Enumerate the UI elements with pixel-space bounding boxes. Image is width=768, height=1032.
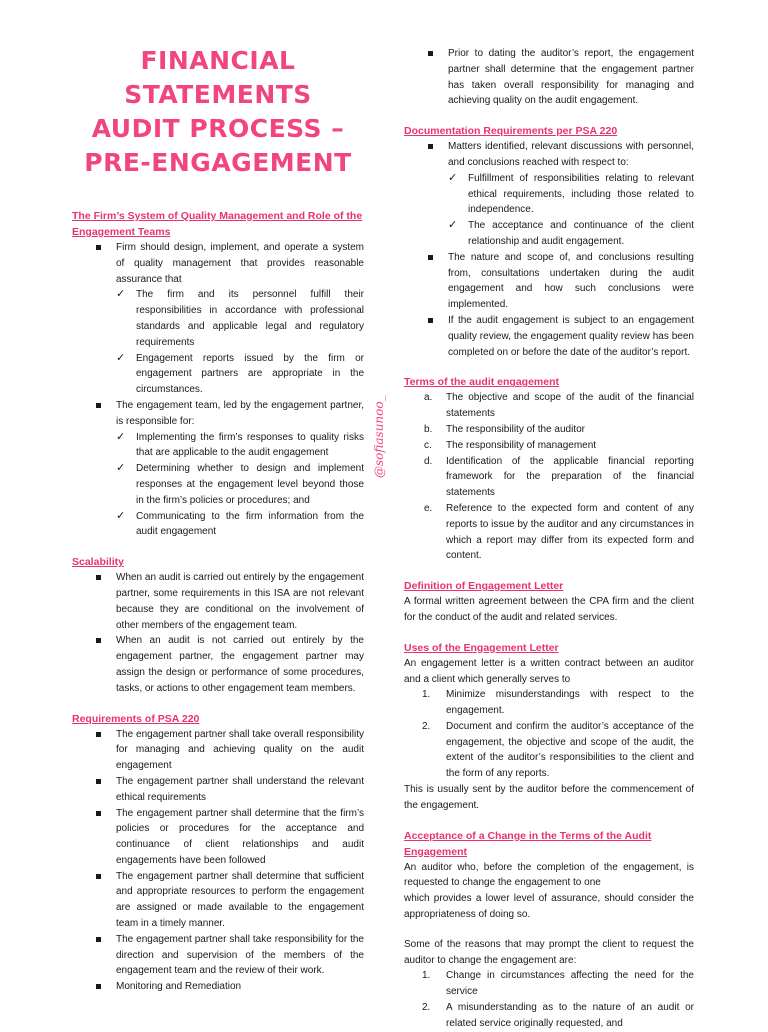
quality-management-list: [72, 240, 364, 540]
square-bullet-icon: [428, 318, 433, 323]
list-item: ✓ Engagement reports issued by the firm or engagement partners are appropriate in the circumstances.: [116, 351, 364, 396]
heading-terms-of-engagement: Terms of the audit engagement: [404, 376, 559, 389]
list-item: The engagement team, led by the engagement partner, is responsible for: ✓ Implementing the firm’s responses to quality risks that are applicable to the audit engagement ✓ Determining whether to design and implement responses at the engagement level beyond those in the firm’s policies or procedures; and ✓ Communicating to the firm information from the audit engagement: [72, 398, 364, 540]
title-line-2: AUDIT PROCESS –: [91, 114, 345, 143]
acceptance-text-1: An auditor who, before the completion of the engagement, is requested to change the engagement to one: [404, 861, 694, 889]
square-bullet-icon: [428, 51, 433, 56]
list-item: Matters identified, relevant discussions with personnel, and conclusions reached with respect to: ✓ Fulfillment of responsibilities relating to relevant ethical requirements, including those related to independence. ✓ The acceptance and continuance of the client relationship and audit engagement.: [404, 139, 694, 250]
list-item: c. The responsibility of management: [424, 439, 597, 451]
list-item: ✓ The acceptance and continuance of the client relationship and audit engagement.: [448, 219, 694, 247]
heading-quality-management: The Firm’s System of Quality Management and Role of the Engagement Teams: [72, 210, 363, 238]
list-item: The nature and scope of, and conclusions resulting from, consultations undertaken during the audit engagement and how such conclusions were implemented.: [404, 250, 694, 313]
square-bullet-icon: [96, 403, 101, 408]
square-bullet-icon: [428, 255, 433, 260]
list-item: 2. A misunderstanding as to the nature of an audit or related service originally requested, and: [422, 1002, 694, 1029]
list-item: 1. Change in circumstances affecting the need for the service: [422, 970, 694, 998]
checkmark-icon: ✓: [448, 171, 458, 184]
square-bullet-icon: [96, 984, 101, 989]
list-item: When an audit is carried out entirely by the engagement partner, some requirements in this ISA are not relevant because they are conditional on the involvement of other members of the engagement team.: [72, 570, 364, 633]
list-item: ✓ Determining whether to design and implement responses at the engagement level beyond those in the firm’s policies or procedures; and: [116, 462, 364, 506]
square-bullet-icon: [96, 874, 101, 879]
list-item: The engagement partner shall take responsibility for the direction and supervision of the members of the engagement team and the review of their work.: [72, 932, 364, 979]
reasons-list: [404, 968, 694, 1031]
uses-list: [404, 687, 694, 782]
heading-requirements-psa-220: Requirements of PSA 220: [72, 712, 200, 725]
heading-acceptance-of-change: Acceptance of a Change in the Terms of the Audit Engagement: [404, 829, 652, 858]
list-item: ✓ Fulfillment of responsibilities relating to relevant ethical requirements, including those related to independence.: [448, 171, 694, 216]
check-list: [114, 430, 364, 541]
right-column: [404, 0, 694, 1032]
square-bullet-icon: [96, 638, 101, 643]
list-item: The engagement partner shall take overall responsibility for managing and achieving quality on the audit engagement: [72, 727, 364, 774]
square-bullet-icon: [96, 937, 101, 942]
square-bullet-icon: [96, 779, 101, 784]
checkmark-icon: ✓: [116, 288, 126, 301]
square-bullet-icon: [96, 732, 101, 737]
definition-text: A formal written agreement between the CPA firm and the client for the conduct of the audit and related services.: [404, 596, 694, 623]
list-item: 1. Minimize misunderstandings with respect to the engagement.: [422, 689, 694, 717]
requirements-list: [72, 727, 364, 996]
square-bullet-icon: [96, 575, 101, 580]
list-item: The engagement partner shall determine that sufficient and appropriate resources to perform the engagement are assigned or made available to the engagement team in a timely manner.: [72, 869, 364, 932]
list-item: Monitoring and Remediation: [72, 979, 364, 995]
list-item: a. The objective and scope of the audit of the financial statements: [424, 392, 694, 420]
square-bullet-icon: [96, 811, 101, 816]
uses-intro-text: An engagement letter is a written contract between an auditor and a client which generally serves to: [404, 657, 694, 685]
list-item: ✓ Implementing the firm’s responses to quality risks that are applicable to the audit engagement: [116, 430, 364, 459]
list-item: Firm should design, implement, and operate a system of quality management that provides reasonable assurance that ✓ The firm and its personnel fulfill their responsibilities in accordance with professional standards and applicable legal and regulatory requirements ✓ Engagement reports issued by the firm or engagement partners are appropriate in the circumstances.: [72, 240, 364, 398]
title-line-3: PRE-ENGAGEMENT: [84, 148, 352, 177]
list-item: When an audit is not carried out entirely by the engagement partner, the engagement partner may assign the design or performance of some procedures, tasks, or actions to other engagement team members.: [72, 633, 364, 696]
scalability-list: [72, 570, 364, 696]
list-item: The engagement partner shall determine that the firm’s policies or procedures for the acceptance and continuance of client relationships and audit engagements have been followed: [72, 806, 364, 869]
checkmark-icon: ✓: [116, 430, 126, 443]
top-continued-list: [404, 46, 694, 109]
watermark: @sofiasunoo_: [372, 395, 386, 478]
uses-after-text: This is usually sent by the auditor before the commencement of the engagement.: [404, 784, 694, 811]
heading-scalability: Scalability: [72, 556, 124, 569]
left-column: [72, 0, 364, 995]
title-line-1: FINANCIAL STATEMENTS: [124, 46, 312, 109]
heading-definition-engagement-letter: Definition of Engagement Letter: [404, 580, 564, 593]
list-item: 2. Document and confirm the auditor’s acceptance of the engagement, the objective and scope of the audit, the extent of the auditor’s responsibilities to the client and the form of any reports.: [422, 720, 694, 780]
checkmark-icon: ✓: [116, 351, 126, 364]
list-item: The engagement partner shall understand the relevant ethical requirements: [72, 774, 364, 806]
list-item: d. Identification of the applicable financial reporting framework for the preparation of the financial statements: [424, 455, 694, 499]
list-item: b. The responsibility of the auditor: [424, 423, 585, 435]
check-list: [114, 287, 364, 398]
list-item: e. Reference to the expected form and content of any reports to issue by the auditor and any circumstances in which a report may differ from its expected form and content.: [424, 502, 694, 562]
list-item: ✓ The firm and its personnel fulfill their responsibilities in accordance with professional standards and applicable legal and regulatory requirements: [116, 288, 364, 348]
acceptance-text-3: Some of the reasons that may prompt the client to request the auditor to change the engagement are:: [404, 938, 694, 966]
list-item: If the audit engagement is subject to an engagement quality review, the engagement quality review has been completed on or before the date of the auditor’s report.: [404, 313, 694, 360]
check-list: [446, 171, 694, 250]
terms-list: [404, 390, 694, 564]
checkmark-icon: ✓: [116, 462, 126, 475]
page-title: [72, 44, 364, 180]
checkmark-icon: ✓: [448, 219, 458, 232]
heading-documentation-requirements: Documentation Requirements per PSA 220: [404, 125, 618, 138]
documentation-list: [404, 139, 694, 360]
square-bullet-icon: [428, 144, 433, 149]
heading-uses-engagement-letter: Uses of the Engagement Letter: [404, 641, 559, 654]
checkmark-icon: ✓: [116, 509, 126, 522]
acceptance-text-2: which provides a lower level of assurance, should consider the appropriateness of doing so.: [404, 893, 694, 921]
list-item: ✓ Communicating to the firm information from the audit engagement: [116, 509, 364, 538]
list-item: Prior to dating the auditor’s report, the engagement partner shall determine that the engagement partner has taken overall responsibility for managing and achieving quality on the audit engagement.: [404, 46, 694, 109]
square-bullet-icon: [96, 245, 101, 250]
